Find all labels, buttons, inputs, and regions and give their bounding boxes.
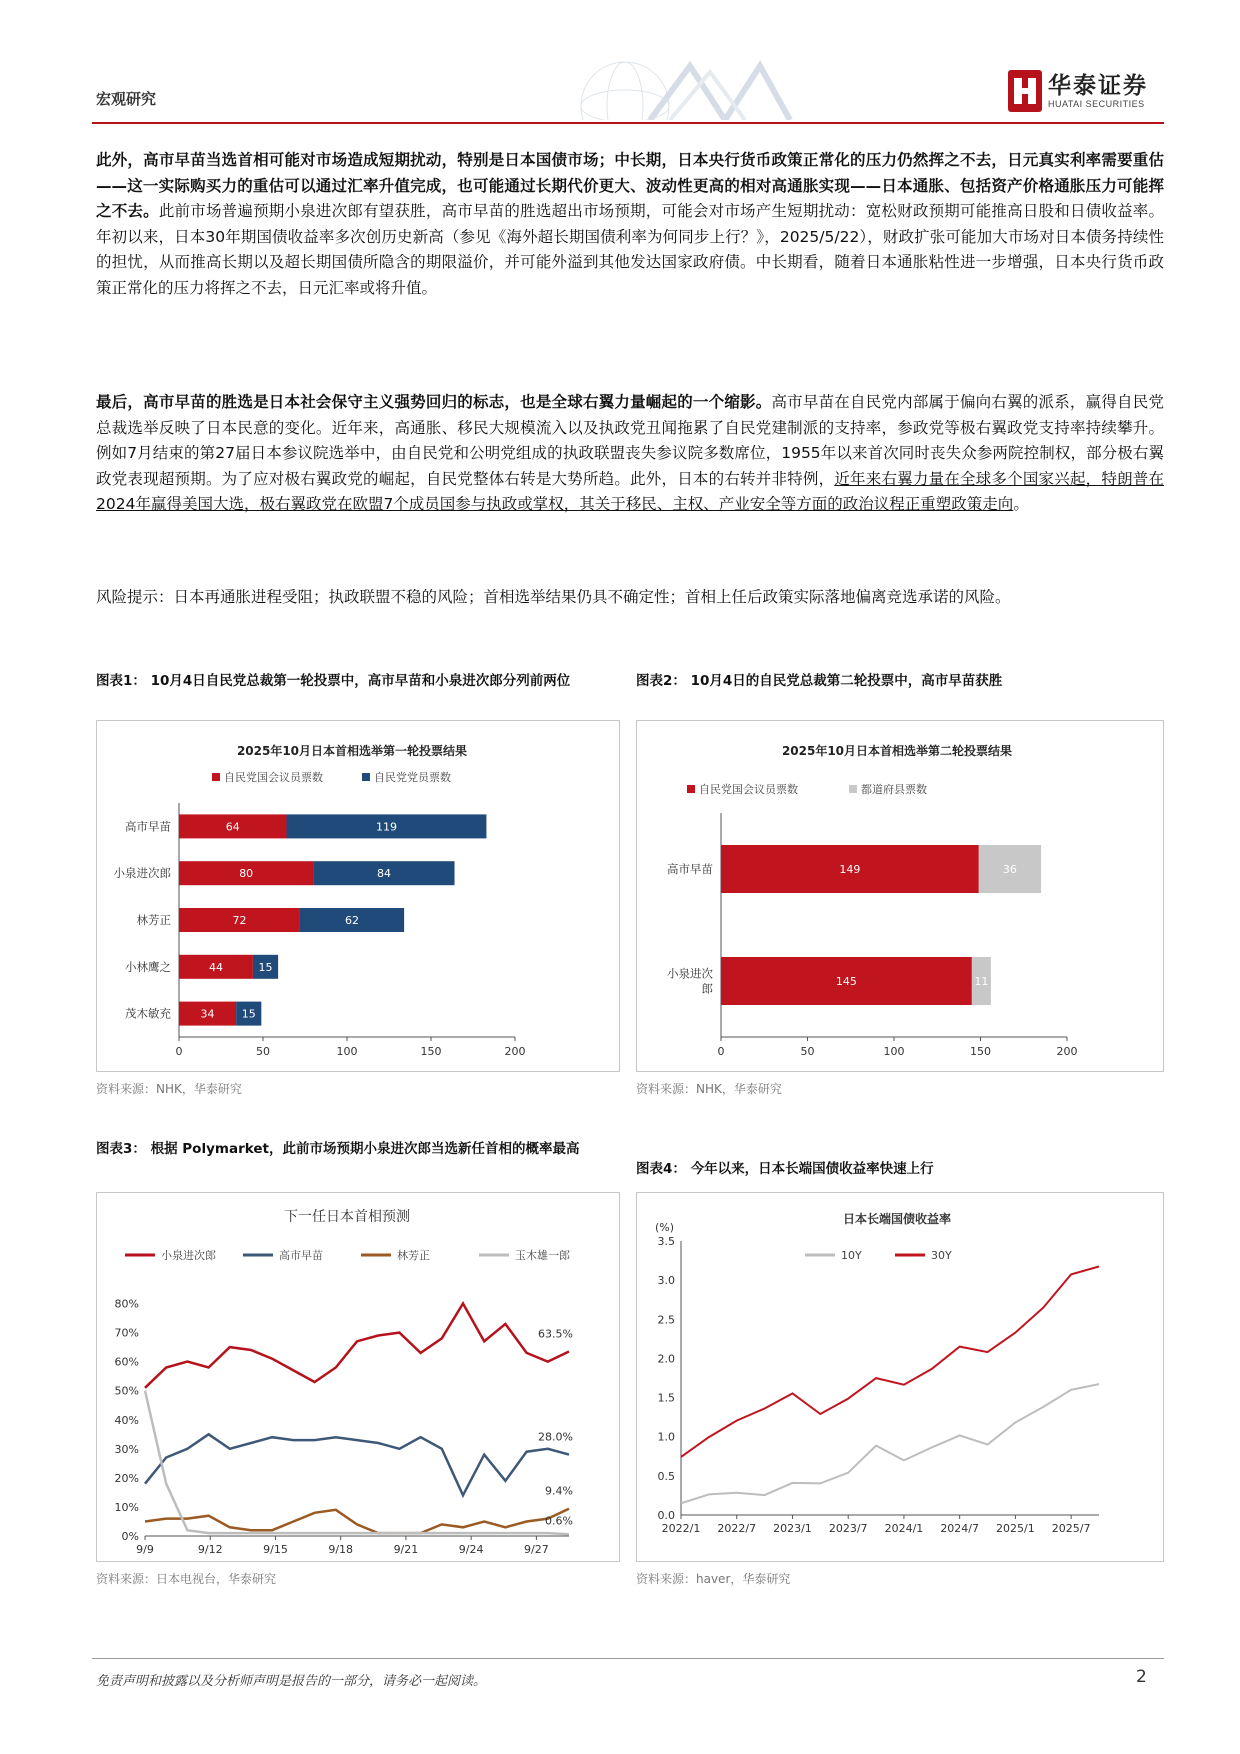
bar-value-label: 119: [375, 820, 397, 834]
x-tick-label: 2024/7: [940, 1522, 980, 1535]
section-label: 宏观研究: [96, 90, 157, 108]
series-end-label: 63.5%: [538, 1327, 573, 1341]
x-tick-label: 0: [175, 1045, 183, 1058]
bar-value-label: 149: [839, 863, 861, 876]
y-tick-label: 80%: [114, 1297, 139, 1311]
fig1-frame: [96, 720, 620, 1072]
chart-title: 日本长端国债收益率: [842, 1212, 952, 1226]
fig1-title: 图表1： 10月4日自民党总裁第一轮投票中，高市早苗和小泉进次郎分列前两位: [96, 673, 571, 689]
legend-label-1: 30Y: [931, 1249, 952, 1262]
y-tick-label: 40%: [114, 1413, 139, 1427]
y-tick-label: 1.5: [657, 1391, 675, 1405]
paragraph-2-lead: 最后，高市早苗的胜选是日本社会保守主义强势回归的标志，也是全球右翼力量崛起的一个缩影。: [96, 393, 772, 411]
x-tick-label: 2025/1: [996, 1522, 1035, 1535]
series-line-0: [145, 1304, 569, 1388]
y-tick-label: 0.5: [657, 1469, 675, 1483]
paragraph-2-end: 。: [1013, 495, 1029, 513]
bar-value-label: 84: [376, 867, 391, 881]
y-tick-label: 70%: [114, 1326, 139, 1340]
y-tick-label: 0%: [121, 1530, 139, 1543]
series-line-1: [145, 1434, 569, 1495]
chart-title: 2025年10月日本首相选举第二轮投票结果: [781, 744, 1013, 758]
x-tick-label: 50: [800, 1045, 815, 1058]
legend-label-2: 林芳正: [397, 1249, 430, 1262]
y-tick-label: 3.5: [657, 1235, 675, 1248]
category-label: 小泉进次: [667, 966, 713, 981]
bar-value-label: 36: [1002, 863, 1017, 876]
bar-value-label: 80: [239, 867, 254, 881]
series-end-label: 0.6%: [545, 1514, 573, 1528]
fig2-frame: [636, 720, 1164, 1072]
x-tick-label: 9/27: [524, 1543, 549, 1556]
series-line-3: [145, 1391, 569, 1535]
bar-value-label: 64: [225, 820, 240, 834]
x-tick-label: 100: [336, 1045, 358, 1058]
bar-value-label: 72: [232, 914, 247, 927]
bar-value-label: 34: [200, 1007, 215, 1021]
legend-swatch-1: [849, 785, 857, 793]
x-tick-label: 2022/7: [717, 1522, 757, 1535]
legend-label-0: 10Y: [841, 1249, 862, 1262]
y-tick-label: 10%: [114, 1500, 139, 1514]
series-end-label: 28.0%: [538, 1430, 573, 1444]
x-tick-label: 150: [970, 1045, 991, 1058]
logo-en-text: HUATAI SECURITIES: [1048, 99, 1145, 109]
fig4-frame: [636, 1192, 1164, 1562]
header-decoration: [520, 58, 820, 120]
x-tick-label: 9/18: [328, 1543, 354, 1556]
category-label: 高市早苗: [667, 862, 713, 876]
bar-value-label: 15: [241, 1007, 256, 1021]
legend-label-1: 都道府县票数: [861, 783, 927, 796]
legend-label-0: 自民党国会议员票数: [224, 771, 323, 784]
bar-value-label: 15: [258, 960, 273, 974]
legend-label-1: 自民党党员票数: [374, 771, 451, 784]
fig2-title: 图表2： 10月4日的自民党总裁第二轮投票中，高市早苗获胜: [636, 673, 1003, 689]
series-line-2: [145, 1509, 569, 1533]
legend-label-1: 高市早苗: [279, 1249, 323, 1262]
footer-disclaimer: 免责声明和披露以及分析师声明是报告的一部分，请务必一起阅读。: [96, 1674, 487, 1689]
paragraph-2-underline: 近年来右翼力量在全球多个国家兴起，特朗普在2024年赢得美国大选，极右翼政党在欧盟7个成员国参与执政或掌权，其关于移民、主权、产业安全等方面的政治议程正重塑政策走向: [96, 469, 1164, 513]
fig4-title: 图表4： 今年以来，日本长端国债收益率快速上行: [636, 1161, 934, 1177]
x-tick-label: 9/21: [393, 1543, 419, 1556]
chart-title: 2025年10月日本首相选举第一轮投票结果: [236, 744, 468, 758]
fig2-chart: [637, 721, 1163, 1071]
bar-value-label: 44: [208, 960, 223, 974]
x-tick-label: 9/15: [263, 1543, 288, 1556]
legend-swatch-0: [212, 773, 220, 781]
category-label: 小泉进次郎: [113, 866, 171, 881]
fig4-chart: [637, 1193, 1163, 1561]
legend-label-0: 小泉进次郎: [161, 1249, 216, 1262]
legend-label-0: 自民党国会议员票数: [699, 783, 798, 796]
x-tick-label: 2024/1: [884, 1522, 924, 1535]
x-tick-label: 9/12: [197, 1543, 223, 1556]
y-tick-label: 50%: [114, 1384, 139, 1398]
x-tick-label: 150: [420, 1045, 442, 1058]
fig3-source: 资料来源：日本电视台，华泰研究: [96, 1572, 277, 1586]
y-tick-label: 2.0: [657, 1352, 675, 1366]
bar-value-label: 62: [345, 914, 360, 927]
paragraph-1-body: 此前市场普遍预期小泉进次郎有望获胜，高市早苗的胜选超出市场预期，可能会对市场产生短期扰动：宽松财政预期可能推高日股和日债收益率。年初以来，日本30年期国债收益率多次创历史新高（参见《海外超长期国债利率为何同步上行？》，2025/5/22），财政扩张可能加大市场对日本债务持续性的担忧，从而推高长期以及超长期国债所隐含的期限溢价，并可能外溢到其他发达国家政府债。中长期看，随着日本通胀粘性进一步增强，日本央行货币政策正常化的压力将挥之不去，日元汇率或将升值。: [96, 202, 1164, 297]
x-tick-label: 9/9: [136, 1543, 154, 1556]
x-tick-label: 200: [1056, 1045, 1078, 1058]
y-tick-label: 2.5: [657, 1313, 675, 1327]
category-label: 高市早苗: [125, 819, 171, 834]
category-label: 小林鹰之: [125, 959, 171, 974]
fig3-chart: [97, 1193, 619, 1561]
legend-label-3: 玉木雄一郎: [515, 1249, 570, 1262]
x-tick-label: 200: [504, 1045, 526, 1058]
y-tick-label: 30%: [114, 1442, 139, 1456]
x-tick-label: 50: [256, 1045, 270, 1058]
y-tick-label: 0.0: [657, 1509, 675, 1522]
category-label: 郎: [701, 981, 713, 996]
y-tick-label: 3.0: [657, 1274, 675, 1288]
page-number: 2: [1136, 1667, 1147, 1687]
x-tick-label: 2025/7: [1051, 1522, 1091, 1535]
huatai-logo-mark: [1008, 70, 1042, 112]
legend-swatch-1: [362, 773, 370, 781]
y-tick-label: 20%: [114, 1471, 139, 1485]
x-tick-label: 0: [717, 1045, 725, 1058]
fig4-source: 资料来源：haver，华泰研究: [636, 1572, 791, 1586]
fig3-title: 图表3： 根据 Polymarket，此前市场预期小泉进次郎当选新任首相的概率最高: [96, 1141, 580, 1157]
paragraph-1: [96, 148, 1164, 301]
x-tick-label: 2023/7: [828, 1522, 868, 1535]
paragraph-2-body: 高市早苗在自民党内部属于偏向右翼的派系，赢得自民党总裁选举反映了日本民意的变化。近年来，高通胀、移民大规模流入以及执政党丑闻拖累了自民党建制派的支持率，参政党等极右翼政党支持率持续攀升。例如7月结束的第27届日本参议院选举中，由自民党和公明党组成的执政联盟丧失参议院多数席位，1955年以来首次同时丧失众参两院控制权，部分极右翼政党表现超预期。为了应对极右翼政党的崛起，自民党整体右转是大势所趋。此外，日本的右转并非特例，: [96, 393, 1164, 488]
legend-swatch-0: [687, 785, 695, 793]
series-end-label: 9.4%: [545, 1484, 573, 1498]
x-tick-label: 2022/1: [661, 1522, 701, 1535]
fig1-source: 资料来源：NHK，华泰研究: [96, 1082, 242, 1096]
footer-rule: [92, 1658, 1164, 1659]
fig3-frame: [96, 1192, 620, 1562]
category-label: 林芳正: [136, 913, 171, 927]
paragraph-1-lead: 此外，高市早苗当选首相可能对市场造成短期扰动，特别是日本国债市场；中长期，日本央行货币政策正常化的压力仍然挥之不去，日元真实利率需要重估——这一实际购买力的重估可以通过汇率升值完成，也可能通过长期代价更大、波动性更高的相对高通胀实现——日本通胀、包括资产价格通胀压力可能挥之不去。: [96, 151, 1164, 220]
fig1-chart: [97, 721, 619, 1071]
category-label: 茂木敏充: [125, 1006, 171, 1021]
chart-title: 下一任日本首相预测: [284, 1209, 410, 1225]
x-tick-label: 9/24: [458, 1543, 484, 1556]
logo-cn-text: 华泰证券: [1048, 73, 1148, 99]
y-axis-unit: (%): [655, 1221, 675, 1234]
header-rule: [92, 122, 1164, 124]
fig2-source: 资料来源：NHK，华泰研究: [636, 1082, 782, 1096]
bar-value-label: 145: [835, 975, 857, 988]
series-line-1: [681, 1267, 1099, 1457]
y-tick-label: 1.0: [657, 1430, 675, 1444]
paragraph-2: [96, 390, 1164, 518]
bar-value-label: 11: [974, 975, 989, 988]
series-line-0: [681, 1384, 1099, 1503]
y-tick-label: 60%: [114, 1355, 139, 1369]
x-tick-label: 2023/1: [773, 1522, 812, 1535]
x-tick-label: 100: [883, 1045, 905, 1058]
risk-warning: 风险提示：日本再通胀进程受阻；执政联盟不稳的风险；首相选举结果仍具不确定性；首相上任后政策实际落地偏离竞选承诺的风险。: [96, 588, 1011, 606]
huatai-logo: [1008, 70, 1148, 112]
